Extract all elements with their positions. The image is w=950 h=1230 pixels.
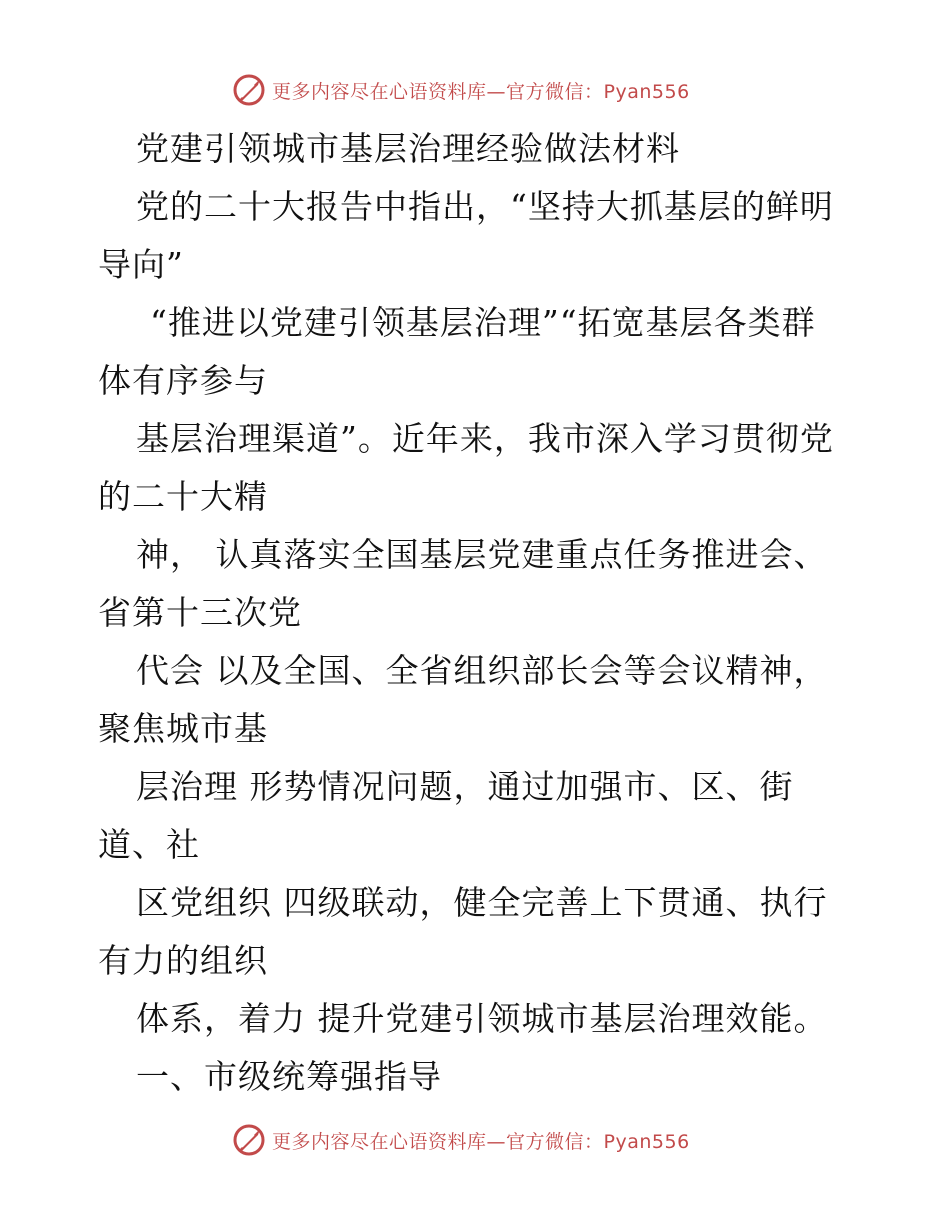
paragraph-line: 体系，着力 提升党建引领城市基层治理效能。 <box>136 999 828 1038</box>
section-heading: 一、市级统筹强指导 <box>136 1057 442 1096</box>
watermark-text: 更多内容尽在心语资料库—官方微信：Pyan556 <box>272 80 690 103</box>
paragraph-line: 层治理 形势情况问题，通过加强市、区、街 <box>136 767 794 806</box>
document-title: 党建引领城市基层治理经验做法材料 <box>136 129 680 168</box>
paragraph-line: 神， 认真落实全国基层党建重点任务推进会、 <box>136 535 828 574</box>
paragraph-line: 体有序参与 <box>98 361 268 400</box>
watermark-header <box>232 72 690 108</box>
paragraph-line: 代会 以及全国、全省组织部长会等会议精神， <box>136 651 828 690</box>
paragraph-line: 的二十大精 <box>98 477 268 516</box>
paragraph-line: 道、社 <box>98 825 200 864</box>
paragraph-line: 聚焦城市基 <box>98 709 268 748</box>
paragraph-line: 导向” <box>98 245 184 284</box>
document-body <box>98 120 868 1106</box>
quill-logo-icon <box>232 73 266 107</box>
paragraph-line: 区党组织 四级联动，健全完善上下贯通、执行 <box>136 883 828 922</box>
paragraph-line: 省第十三次党 <box>98 593 302 632</box>
watermark-text: 更多内容尽在心语资料库—官方微信：Pyan556 <box>272 1130 690 1153</box>
paragraph-line: “推进以党建引领基层治理”“拓宽基层各类群 <box>150 303 816 342</box>
paragraph-line: 有力的组织 <box>98 941 268 980</box>
watermark-footer <box>232 1122 690 1158</box>
paragraph-line: 基层治理渠道”。近年来，我市深入学习贯彻党 <box>136 419 834 458</box>
paragraph-line: 党的二十大报告中指出，“坚持大抓基层的鲜明 <box>136 187 834 226</box>
quill-logo-icon <box>232 1123 266 1157</box>
